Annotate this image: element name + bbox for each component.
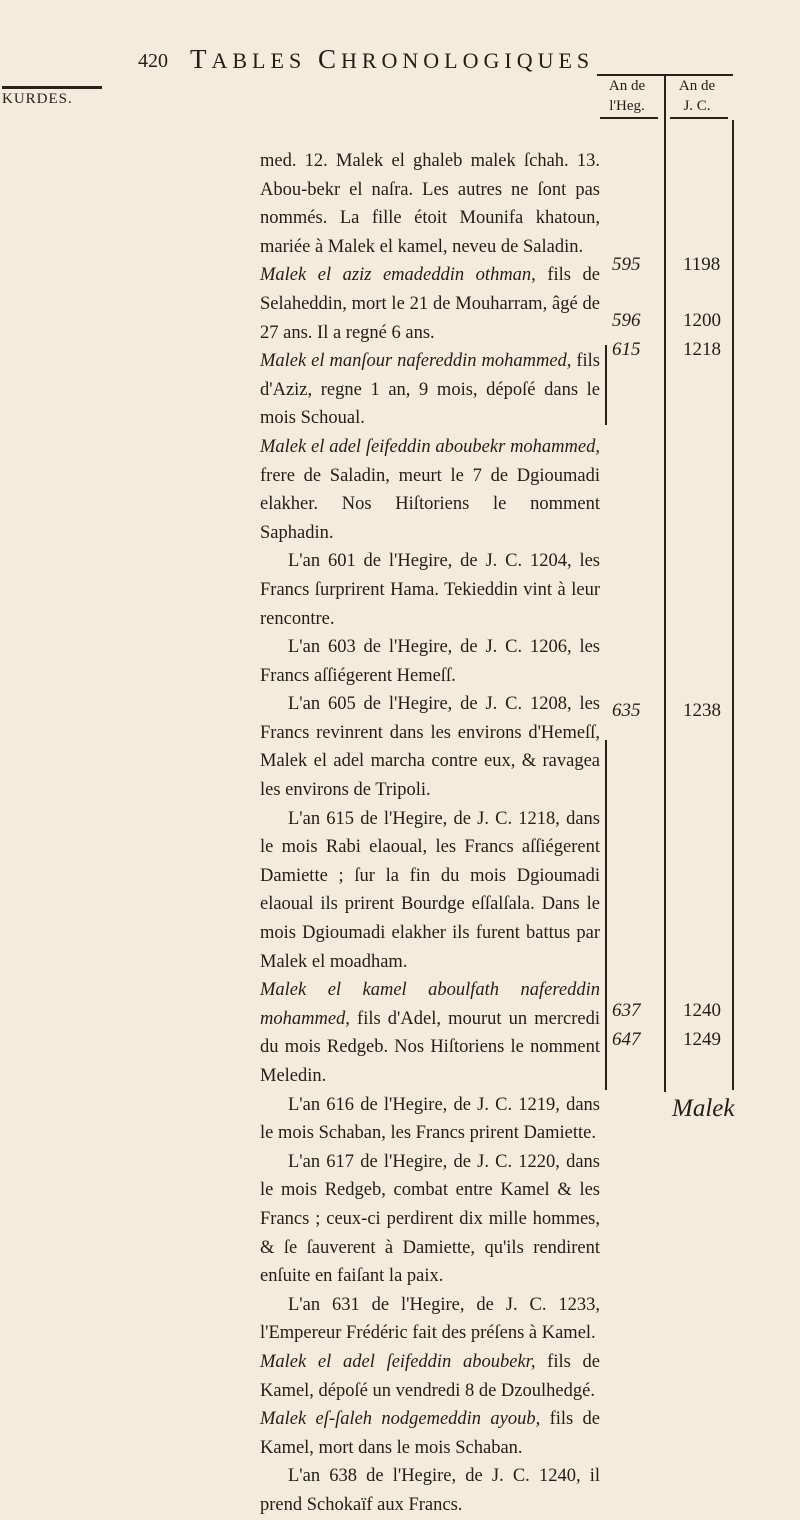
event-603: L'an 603 de l'Hegire, de J. C. 1206, les Francs aſſiégerent Hemeſſ. <box>260 637 600 686</box>
catchword: Malek <box>672 1095 735 1122</box>
side-heading-rule <box>2 86 102 89</box>
event-631: L'an 631 de l'Hegire, de J. C. 1233, l'Empereur Frédéric fait des préſens à Kamel. <box>260 1294 600 1344</box>
running-title-word-2: HRONOLOGIQUES <box>340 48 595 73</box>
hegira-year: 615 <box>612 339 641 360</box>
jc-year: 1240 <box>683 1000 721 1021</box>
running-title <box>190 44 594 75</box>
jc-heading-underline <box>670 117 728 119</box>
event-638: L'an 638 de l'Hegire, de J. C. 1240, il prend Schokaïf aux Francs. <box>260 1466 600 1515</box>
jc-year: 1238 <box>683 700 721 721</box>
chronology-text <box>260 147 600 1520</box>
hegira-year: 596 <box>612 310 641 331</box>
jc-column-heading <box>664 76 730 116</box>
event-617: L'an 617 de l'Hegire, de J. C. 1220, dans le mois Redgeb, combat entre Kamel & les Francs ; ceux-ci perdirent dix mille hommes, & ſe ſauverent à Damiette, qu'ils rendirent enſuite en faiſant la paix. <box>260 1151 600 1287</box>
jc-year: 1218 <box>683 339 721 360</box>
ruler-entry-mansour: Malek el manſour nafereddin mohammed, fils d'Aziz, regne 1 an, 9 mois, dépoſé dans le mois Schoual. <box>260 351 601 429</box>
ruler-entry-adel: Malek el adel ſeifeddin aboubekr mohammed, frere de Saladin, meurt le 7 de Dgioumadi elakher. Nos Hiſtoriens le nomment Saphadin. <box>260 436 600 543</box>
hegira-heading-line-2: l'Heg. <box>609 98 645 114</box>
event-605: L'an 605 de l'Hegire, de J. C. 1208, les Francs revinrent dans les environs d'Hemeſſ, Malek el adel marcha contre eux, & ravagea les environs de Tripoli. <box>260 694 600 801</box>
right-margin-rule <box>732 120 734 1090</box>
event-601: L'an 601 de l'Hegire, de J. C. 1204, les Francs ſurprirent Hama. Tekieddin vint à leur rencontre. <box>260 551 600 629</box>
column-divider-rule <box>664 76 666 1092</box>
ruler-entry-aziz: Malek el aziz emadeddin othman, fils de Selaheddin, mort le 21 de Mouharram, âgé de 27 ans. Il a regné 6 ans. <box>260 265 600 343</box>
ruler-entry-adel-2: Malek el adel ſeifeddin aboubekr, fils de Kamel, dépoſé un vendredi 8 de Dzoulhedgé. <box>260 1351 600 1401</box>
running-title-word-1: ABLES <box>211 48 307 73</box>
jc-year: 1198 <box>683 254 721 275</box>
jc-year: 1249 <box>683 1029 721 1050</box>
hegira-year: 637 <box>612 1000 641 1021</box>
hegira-heading-underline <box>600 117 658 119</box>
text-margin-rule-2 <box>605 740 607 1090</box>
jc-heading-line-1: An de <box>678 78 716 94</box>
jc-heading-line-2: J. C. <box>683 98 711 114</box>
paragraph-continuation: med. 12. Malek el ghaleb malek ſchah. 13. Abou-bekr el naſra. Les autres ne ſont pas nommés. La fille étoit Mounifa khatoun, mariée à Malek el kamel, neveu de Saladin. <box>260 151 600 257</box>
ruler-entry-saleh: Malek eſ-ſaleh nodgemeddin ayoub, fils de Kamel, mort dans le mois Schaban. <box>260 1409 600 1458</box>
event-616: L'an 616 de l'Hegire, de J. C. 1219, dans le mois Schaban, les Francs prirent Damiette. <box>260 1094 600 1144</box>
side-heading: KURDES. <box>2 91 73 107</box>
hegira-year: 635 <box>612 700 641 721</box>
hegira-year: 595 <box>612 254 641 275</box>
ruler-entry-kamel: Malek el kamel aboulfath nafereddin mohammed, fils d'Adel, mourut un mercredi du mois Redgeb. Nos Hiſtoriens le nomment Meledin. <box>260 980 600 1086</box>
event-615: L'an 615 de l'Hegire, de J. C. 1218, dans le mois Rabi elaoual, les Francs aſſiégerent Damiette ; ſur la fin du mois Dgioumadi elaoual ils prirent Bourdge eſſalſala. Dans le mois Dgioumadi elakher ils furent battus par Malek el moadham. <box>260 808 600 972</box>
running-title-initial-1: T <box>190 44 212 74</box>
hegira-column-heading <box>594 76 660 116</box>
text-margin-rule-1 <box>605 345 607 425</box>
running-title-initial-2: C <box>317 44 341 74</box>
hegira-heading-line-1: An de <box>608 78 646 94</box>
jc-year: 1200 <box>683 310 721 331</box>
hegira-year: 647 <box>612 1029 641 1050</box>
page-number: 420 <box>138 50 168 72</box>
